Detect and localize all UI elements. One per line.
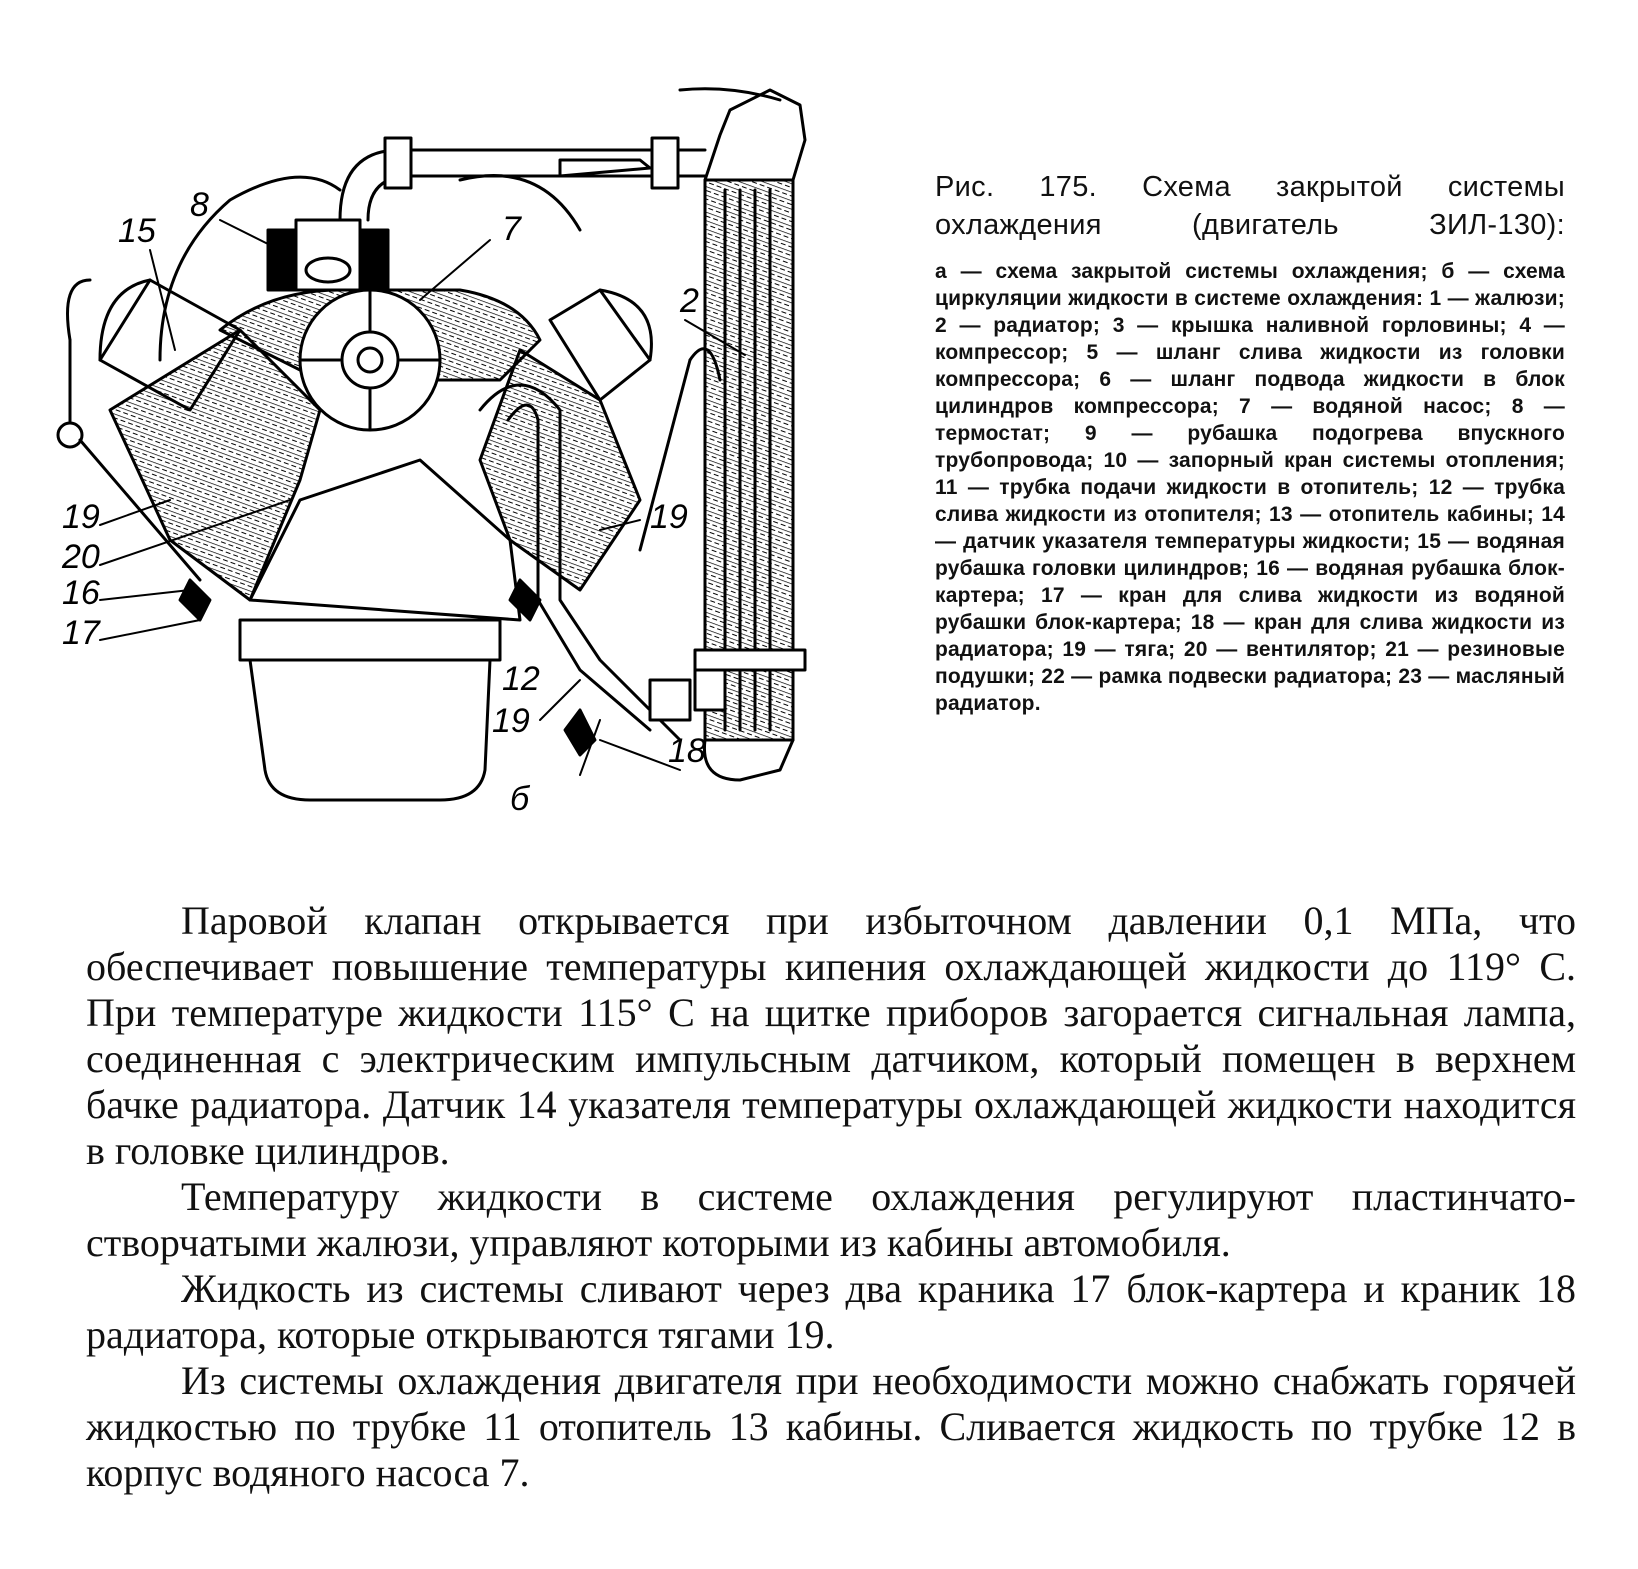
caption-legend: а — схема закрытой системы охлаждения; б — схема циркуляции жидкости в системе охлаждения: 1 — жалюзи; 2 — радиатор; 3 — крышка наливной горловины; 4 — компрессор; 5 — шланг слива жидкости из головки компрессора; 6 — шланг подвода жидкости в блок цилиндров компрессора; 7 — водяной насос; 8 — термостат; 9 — рубашка подогрева впускного трубопровода; 10 — запорный кран системы отопления; 11 — трубка подачи жидкости в отопитель; 12 — трубка слива жидкости из отопителя; 13 — отопитель кабины; 14 — датчик указателя температуры жидкости; 15 — водяная рубашка головки цилиндров; 16 — водяная рубашка блок-картера; 17 — кран для слива жидкости из водяной рубашки блок-картера; 18 — кран для слива жидкости из радиатора; 19 — тяга; 20 — вентилятор; 21 — резиновые подушки; 22 — рамка подвески радиатора; 23 — масляный радиатор. <box>935 260 1565 715</box>
callout-2: 2 <box>680 282 699 320</box>
water-pump <box>300 290 440 430</box>
body-text <box>86 898 1576 1496</box>
callout-12: 12 <box>502 660 540 698</box>
paragraph: Паровой клапан открывается при избыточном давлении 0,1 МПа, что обеспечивает повышение температуры кипения охлаждающей жидкости до 119° С. При температуре жидкости 115° С на щитке приборов загорается сигнальная лампа, соединенная с электрическим импульсным датчиком, который помещен в верхнем бачке радиатора. Датчик 14 указателя температуры охлаждающей жидкости находится в головке цилиндров. <box>86 898 1576 1173</box>
callout-15: 15 <box>118 212 156 250</box>
paragraph: Из системы охлаждения двигателя при необходимости можно снабжать горячей жидкостью по трубке 11 отопитель 13 кабины. Сливается жидкость по трубке 12 в корпус водяного насоса 7. <box>86 1358 1576 1495</box>
callout-17: 17 <box>62 614 100 652</box>
callout-20: 20 <box>62 538 100 576</box>
callout-7: 7 <box>502 210 521 248</box>
figure-sublabel: б <box>510 780 530 818</box>
caption-title: Рис. 175. Схема закрытой системы охлаждения (двигатель ЗИЛ-130): <box>935 171 1565 241</box>
oil-pan <box>240 620 500 800</box>
thermostat <box>268 220 388 290</box>
callout-18: 18 <box>668 732 706 770</box>
callout-19-right: 19 <box>650 498 688 536</box>
paragraph: Температуру жидкости в системе охлаждения регулируют пластинчато-створчатыми жалюзи, управляют которыми из кабины автомобиля. <box>86 1174 1576 1265</box>
paragraph: Жидкость из системы сливают через два краника 17 блок-картера и краник 18 радиатора, которые открываются тягами 19. <box>86 1266 1576 1357</box>
engine-cooling-diagram <box>40 80 900 860</box>
callout-19-left: 19 <box>62 498 100 536</box>
figure-caption <box>935 168 1565 717</box>
callout-19-bottom: 19 <box>492 702 530 740</box>
callout-16: 16 <box>62 574 100 612</box>
callout-8: 8 <box>190 186 209 224</box>
